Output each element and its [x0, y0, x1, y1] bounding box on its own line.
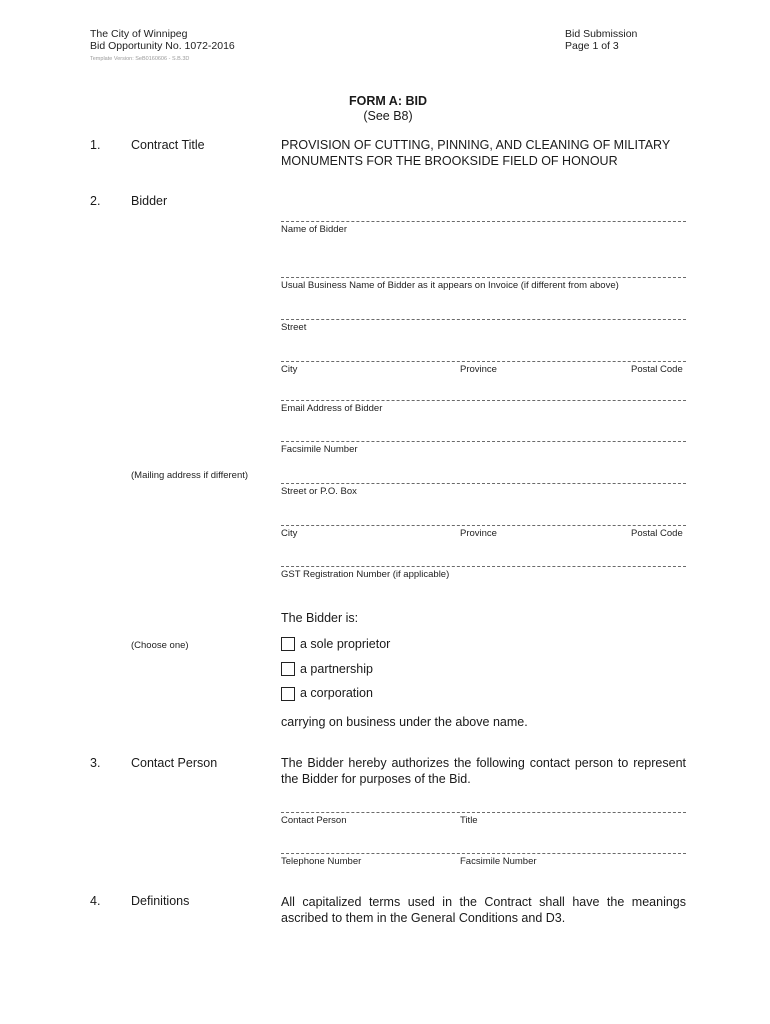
city-province-postal-line[interactable] — [281, 361, 686, 362]
header-bid-opportunity: Bid Opportunity No. 1072-2016 — [90, 40, 235, 52]
mailing-address-note: (Mailing address if different) — [131, 470, 249, 481]
telephone-caption: Telephone Number — [281, 856, 362, 867]
corporation-label: a corporation — [300, 686, 373, 700]
corporation-checkbox[interactable] — [281, 687, 295, 701]
email-caption: Email Address of Bidder — [281, 403, 383, 414]
partnership-label: a partnership — [300, 662, 373, 676]
contact-person-caption: Contact Person — [281, 815, 347, 826]
header-page-number: Page 1 of 3 — [565, 40, 619, 52]
form-subtitle: (See B8) — [363, 109, 413, 123]
section-3-number: 3. — [90, 756, 101, 770]
name-of-bidder-line[interactable] — [281, 221, 686, 222]
fax-caption: Facsimile Number — [281, 444, 358, 455]
street-po-box-caption: Street or P.O. Box — [281, 486, 357, 497]
email-line[interactable] — [281, 400, 686, 401]
name-of-bidder-caption: Name of Bidder — [281, 224, 348, 235]
section-4-label: Definitions — [131, 894, 190, 908]
section-3-label: Contact Person — [131, 756, 218, 770]
postal-code-caption: Postal Code — [631, 364, 683, 375]
mailing-province-caption: Province — [460, 528, 497, 539]
street-caption: Street — [281, 322, 307, 333]
choose-one-note: (Choose one) — [131, 640, 189, 651]
title-caption: Title — [460, 815, 478, 826]
section-1-label: Contract Title — [131, 138, 205, 152]
business-name-caption: Usual Business Name of Bidder as it appears on Invoice (if different from above) — [281, 280, 619, 291]
section-1-number: 1. — [90, 138, 101, 152]
province-caption: Province — [460, 364, 497, 375]
contract-title-line-2: MONUMENTS FOR THE BROOKSIDE FIELD OF HONOUR — [281, 154, 618, 168]
section-2-number: 2. — [90, 194, 101, 208]
header-doc-type: Bid Submission — [565, 28, 638, 40]
gst-line[interactable] — [281, 566, 686, 567]
sole-proprietor-label: a sole proprietor — [300, 637, 391, 651]
contact-person-authorization-text: The Bidder hereby authorizes the following contact person to represent the Bidder for purposes of the Bid. — [281, 756, 686, 786]
section-4-number: 4. — [90, 894, 101, 908]
business-name-line[interactable] — [281, 277, 686, 278]
contact-fax-caption: Facsimile Number — [460, 856, 537, 867]
partnership-checkbox[interactable] — [281, 662, 295, 676]
mailing-city-province-postal-line[interactable] — [281, 525, 686, 526]
carrying-on-business-text: carrying on business under the above name. — [281, 715, 528, 729]
gst-caption: GST Registration Number (if applicable) — [281, 569, 450, 580]
fax-line[interactable] — [281, 441, 686, 442]
street-po-box-line[interactable] — [281, 483, 686, 484]
city-caption: City — [281, 364, 298, 375]
template-version: Template Version: SeB0160606 - S.B.3D — [90, 56, 190, 62]
form-title: FORM A: BID — [349, 94, 427, 108]
phone-fax-line[interactable] — [281, 853, 686, 854]
bidder-is-heading: The Bidder is: — [281, 611, 359, 625]
mailing-postal-code-caption: Postal Code — [631, 528, 683, 539]
mailing-city-caption: City — [281, 528, 298, 539]
header-org: The City of Winnipeg — [90, 28, 188, 40]
definitions-text: All capitalized terms used in the Contract shall have the meanings ascribed to them in the General Conditions and D3. — [281, 895, 686, 925]
sole-proprietor-checkbox[interactable] — [281, 637, 295, 651]
contract-title-line-1: PROVISION OF CUTTING, PINNING, AND CLEANING OF MILITARY — [281, 138, 671, 152]
contact-person-title-line[interactable] — [281, 812, 686, 813]
section-2-label: Bidder — [131, 194, 168, 208]
street-line[interactable] — [281, 319, 686, 320]
